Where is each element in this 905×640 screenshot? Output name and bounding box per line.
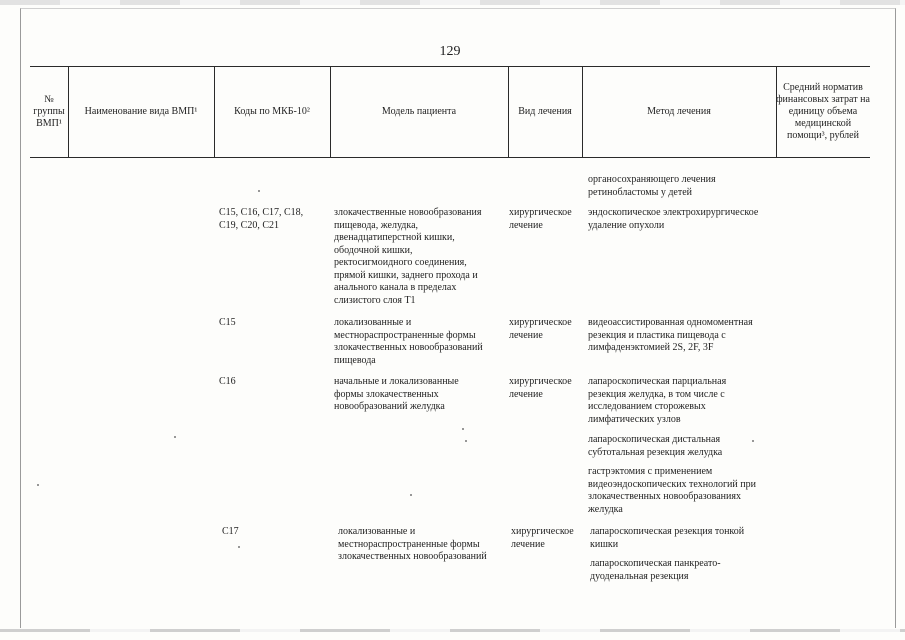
- scan-edge-bottom: [0, 629, 905, 632]
- table-header: [30, 66, 870, 158]
- row-codes: C16: [219, 376, 236, 387]
- row-patient-model: локализованные и местнораспространенные формы злокачественных новообразований пищевода: [334, 317, 483, 366]
- scan-speck: [174, 436, 176, 438]
- row-method: эндоскопическое электрохирургическое удаление опухоли: [588, 207, 759, 231]
- scan-edge-top: [0, 0, 905, 5]
- scan-speck: [465, 440, 467, 442]
- header-group-no: № группы ВМП¹: [33, 94, 65, 129]
- row-patient-model: локализованные и местнораспространенные формы злокачественных новообразований: [338, 526, 487, 562]
- header-vmp-name: Наименование вида ВМП¹: [84, 106, 198, 117]
- scan-speck: [258, 190, 260, 192]
- row-method: лапароскопическая парциальная резекция желудка, в том числе с исследованием сторожевых лимфатических узлов: [588, 376, 727, 425]
- row-method: лапароскопическая дистальная субтотальная резекция желудка: [588, 434, 723, 458]
- row-codes: C17: [222, 526, 239, 537]
- row-codes: C15, C16, C17, C18, C19, C20, C21: [219, 207, 304, 231]
- row-method: лапароскопическая панкреато- дуоденальная резекция: [590, 558, 721, 582]
- scan-speck: [752, 440, 754, 442]
- header-treatment-type: Вид лечения: [518, 106, 572, 117]
- page-number: 129: [439, 44, 461, 59]
- row-method: органосохраняющего лечения ретинобластомы у детей: [588, 174, 716, 198]
- row-treatment: хирургическое лечение: [511, 526, 574, 550]
- row-method: лапароскопическая резекция тонкой кишки: [590, 526, 745, 550]
- header-treatment-method: Метод лечения: [647, 106, 711, 117]
- scan-speck: [410, 494, 412, 496]
- header-icd-codes: Коды по МКБ-10²: [234, 106, 310, 117]
- row-method: видеоассистированная одномоментная резекция и пластика пищевода с лимфаденэктомией 2S, 2F, 3F: [588, 317, 753, 353]
- row-patient-model: злокачественные новообразования пищевода, желудка, двенадцатиперстной кишки, ободочной кишки, ректосигмоидного соединения, прямой кишки, заднего прохода и анального канала в пределах слизистого слоя T1: [334, 207, 482, 306]
- row-treatment: хирургическое лечение: [509, 317, 572, 341]
- scan-speck: [238, 546, 240, 548]
- header-avg-cost: Средний норматив финансовых затрат на единицу объема медицинской помощи³, рублей: [776, 82, 870, 141]
- row-codes: C15: [219, 317, 236, 328]
- row-method: гастрэктомия с применением видеоэндоскопических технологий при злокачественных новообразованиях желудка: [588, 466, 756, 515]
- row-treatment: хирургическое лечение: [509, 376, 572, 400]
- scan-speck: [37, 484, 39, 486]
- scan-speck: [462, 428, 464, 430]
- row-treatment: хирургическое лечение: [509, 207, 572, 231]
- row-patient-model: начальные и локализованные формы злокачественных новообразований желудка: [334, 376, 459, 412]
- header-patient-model: Модель пациента: [381, 106, 457, 117]
